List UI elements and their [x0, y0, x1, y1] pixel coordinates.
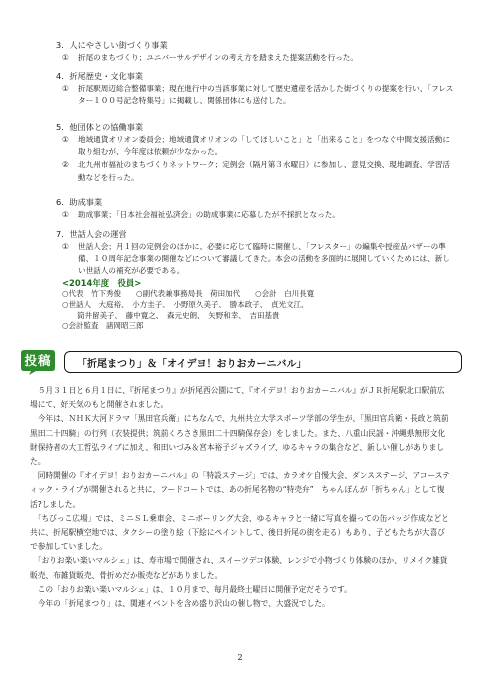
officers-row: ○世話人 大庭裕、 小方圭子、 小野原久美子、 勝本政子、 貞光文江、: [62, 299, 309, 309]
post-badge-label: 投稿: [24, 353, 52, 368]
section-title: 5．他団体との協働事業: [56, 122, 144, 132]
section-5: [56, 122, 456, 184]
officers-row: ○会計監査 諸岡昭三郎: [62, 321, 144, 331]
item-text: 世話人会；月１回の定例会のほかに、必要に応じて臨時に開催し、「フレスター」の編集や授産品バザーの準備、１０周年記念事業の開催などについて審議してきた。本会の活動を多面的に展開していくためには、新しい世話人の補充が必要である。: [78, 242, 450, 276]
officers-list: [62, 277, 462, 332]
item-number: ①: [62, 135, 69, 144]
paragraph: この「おりお楽い楽いマルシェ」は、１０月まで、毎月最終土曜日に開催予定だそうです。: [30, 584, 352, 594]
item-number: ②: [62, 160, 69, 170]
list-item: [56, 209, 456, 221]
officers-row: 筒井留美子、 藤中寛之、 森元史朗、 矢野和幸、 吉田基貴: [62, 310, 280, 320]
section-title: 4．折尾歴史・文化事業: [56, 71, 144, 81]
section-4: [56, 71, 456, 107]
section-6: [56, 197, 456, 221]
post-title-frame: [64, 351, 462, 373]
section-7: [56, 229, 456, 278]
item-text: 助成事業；「日本社会福祉弘済会」の助成事業に応募したが不採択となった。: [78, 210, 340, 219]
list-item: [56, 159, 456, 183]
list-item: [56, 52, 456, 64]
item-number: ①: [62, 84, 69, 93]
post-title: 「折尾まつり」＆「オイデヨ！おりおカーニバル」: [77, 359, 307, 370]
paragraph: 今年の「折尾まつり」は、関連イベントを含め盛り沢山の催し物で、大盛況でした。: [30, 599, 330, 609]
item-number: ①: [62, 210, 69, 219]
section-3: [56, 40, 456, 64]
paragraph: 「ちびっこ広場」では、ミニＳＬ乗車会、ミニボーリング大会、ゆるキャラと一緒に写真を撮っての缶バッジ作成などと共に、折尾駅横空地では、タクシーの塗り絵（下絵にペイントして、後日折尾の街を走る）もあり、子どもたちが大喜びで参加していました。: [30, 513, 449, 552]
post-banner: [20, 348, 460, 374]
section-title: 7．世話人会の運営: [56, 229, 127, 239]
list-item: [56, 241, 456, 278]
paragraph: 今年は、ＮＨＫ大河ドラマ「黒田官兵衛」にちなんで、九州共立大学スポーツ学部の学生が、「黒田官兵衛・長政と筑前黒田二十四騎」の行列（衣装提供；筑前くろさき黒田二十四騎保存会）をしました。また、八重山民謡・沖縄県無形文化財保持者の大工哲弘ライブに加え、和田いづみ＆宮本裕子ジャズライブ、ゆるキャラの集合など、新しい催しがありました。: [30, 414, 449, 467]
section-title: 6．助成事業: [56, 197, 103, 207]
page-number: 2: [237, 653, 243, 662]
list-item: [56, 134, 456, 158]
item-text: 折尾駅周辺総合整備事業；現在進行中の当該事業に対して歴史遺産を活かした街づくりの提案を行い、「フレスター１００号記念特集号」に掲載し、関係団体にも送付した。: [78, 84, 454, 106]
item-text: 地域通貨オリオン委員会；地域通貨オリオンの「してほしいこと」と「出来ること」をつなぐ中間支援活動に取り組むが、今年度は依頼が少なかった。: [78, 135, 450, 157]
article-body: [30, 384, 450, 611]
paragraph: ５月３１日と６月１日に、『折尾まつり』が折尾西公園にて、『オイデヨ！おりおカーニバル』がＪＲ折尾駅北口駅前広場にて、好天気のもと開催されました。: [30, 386, 445, 410]
paragraph: 「おりお楽い楽いマルシェ」は、寿市場で開催され、スイーツデコ体験、レンジで小物づくり体験のほか、リメイク雑貨販売、布雑貨販売、骨折めだか販売などがありました。: [30, 556, 448, 580]
officers-title: <2014年度 役員>: [62, 278, 142, 288]
item-number: ①: [62, 53, 69, 62]
paragraph: 同時開催の『オイデヨ！おりおカーニバル』の「特設ステージ」では、カラオケ自慢大会、ダンスステージ、アコースティック・ライブが開催されると共に、フードコートでは、あの折尾名物の“特売弁” ちゃんぽんが「折ちゃん」として復活?しました。: [30, 471, 450, 509]
item-text: 北九州市福祉のまちづくりネットワーク；定例会（隔月第３水曜日）に参加し、意見交換、現地調査、学習活動などを行った。: [78, 160, 451, 182]
officers-row: ○代表 竹下秀俊 ○副代表兼事務局長 荷田加代 ○会計 白川長寛: [62, 289, 315, 298]
item-text: 折尾のまちづくり；ユニバーサルデザインの考え方を踏まえた提案活動を行った。: [78, 53, 358, 62]
item-number: ①: [62, 242, 69, 251]
list-item: [56, 83, 456, 107]
section-title: 3．人にやさしい街づくり事業: [56, 40, 168, 50]
